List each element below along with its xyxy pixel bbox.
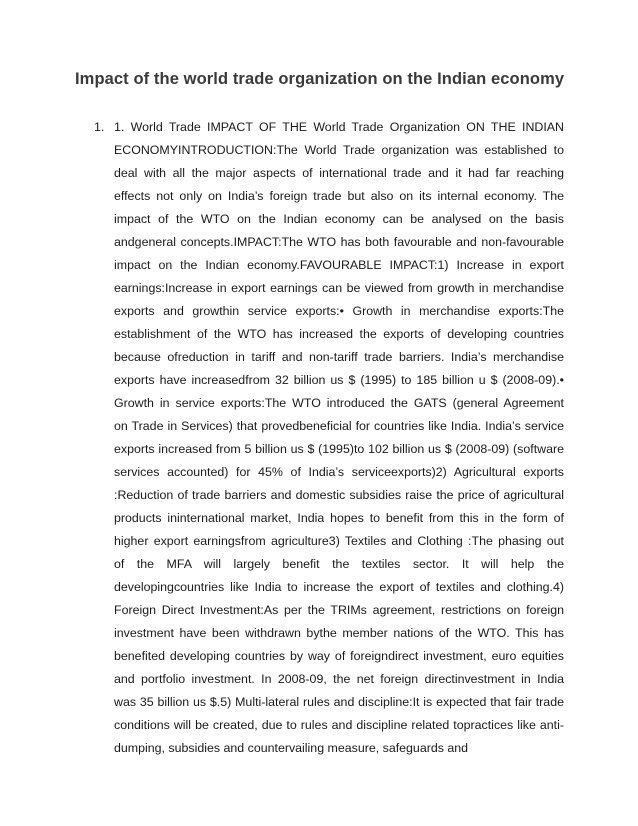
body-text-line: impact of the WTO on the Indian economy can be analysed on the basis [114, 212, 564, 226]
body-text-line: earnings:Increase in export earnings can be viewed from growth in merchandise [114, 281, 564, 295]
body-text-line: and portfolio investment. In 2008-09, the net foreign directinvestment in India [114, 672, 564, 686]
body-text-line: on Trade in Services) that provedbeneficial for countries like India. India’s service [114, 419, 564, 433]
body-text-line: effects not only on India’s foreign trade but also on its internal economy. The [114, 189, 564, 203]
body-text-line: ECONOMYINTRODUCTION:The World Trade organization was established to [114, 143, 564, 157]
body-text-line: higher export earningsfrom agriculture3) Textiles and Clothing :The phasing out [114, 534, 564, 548]
body-text-line: because ofreduction in tariff and non-tariff trade barriers. India’s merchandise [114, 350, 564, 364]
body-text-line: Foreign Direct Investment:As per the TRIMs agreement, restrictions on foreign [114, 603, 564, 617]
list-item-body [114, 116, 564, 760]
body-text-line: 1. World Trade IMPACT OF THE World Trade Organization ON THE INDIAN [114, 120, 564, 134]
body-text-line: of the MFA will largely benefit the textiles sector. It will help the [114, 557, 564, 571]
body-text-line: exports have increasedfrom 32 billion us $ (1995) to 185 billion u $ (2008-09).• [114, 373, 564, 387]
document-title: Impact of the world trade organization on the Indian economy [75, 70, 565, 88]
body-text-line: conditions will be created, due to rules and discipline related topractices like anti- [114, 718, 564, 732]
body-text-line: impact on the Indian economy.FAVOURABLE IMPACT:1) Increase in export [114, 258, 564, 272]
body-text-line: deal with all the major aspects of international trade and it had far reaching [114, 166, 564, 180]
body-text-line: services accounted) for 45% of India’s serviceexports)2) Agricultural exports [114, 465, 564, 479]
body-text-line: was 35 billion us $.5) Multi-lateral rules and discipline:It is expected that fair trade [114, 695, 564, 709]
body-text-line: investment have been withdrawn bythe member nations of the WTO. This has [114, 626, 564, 640]
body-text-line: developingcountries like India to increase the export of textiles and clothing.4) [114, 580, 564, 594]
body-text-line: andgeneral concepts.IMPACT:The WTO has both favourable and non-favourable [114, 235, 564, 249]
body-text-line: exports and growthin service exports:• Growth in merchandise exports:The [114, 304, 564, 318]
list-item-number: 1. [94, 120, 105, 134]
body-text-line: :Reduction of trade barriers and domestic subsidies raise the price of agricultural [114, 488, 564, 502]
body-text-line: exports increased from 5 billion us $ (1995)to 102 billion us $ (2008-09) (software [114, 442, 564, 456]
body-text-line: establishment of the WTO has increased the exports of developing countries [114, 327, 564, 341]
body-text-line: products ininternational market, India hopes to benefit from this in the form of [114, 511, 564, 525]
body-text-line: benefited developing countries by way of foreigndirect investment, euro equities [114, 649, 564, 663]
body-text-line: Growth in service exports:The WTO introduced the GATS (general Agreement [114, 396, 564, 410]
body-text-line: dumping, subsidies and countervailing measure, safeguards and [114, 741, 469, 755]
